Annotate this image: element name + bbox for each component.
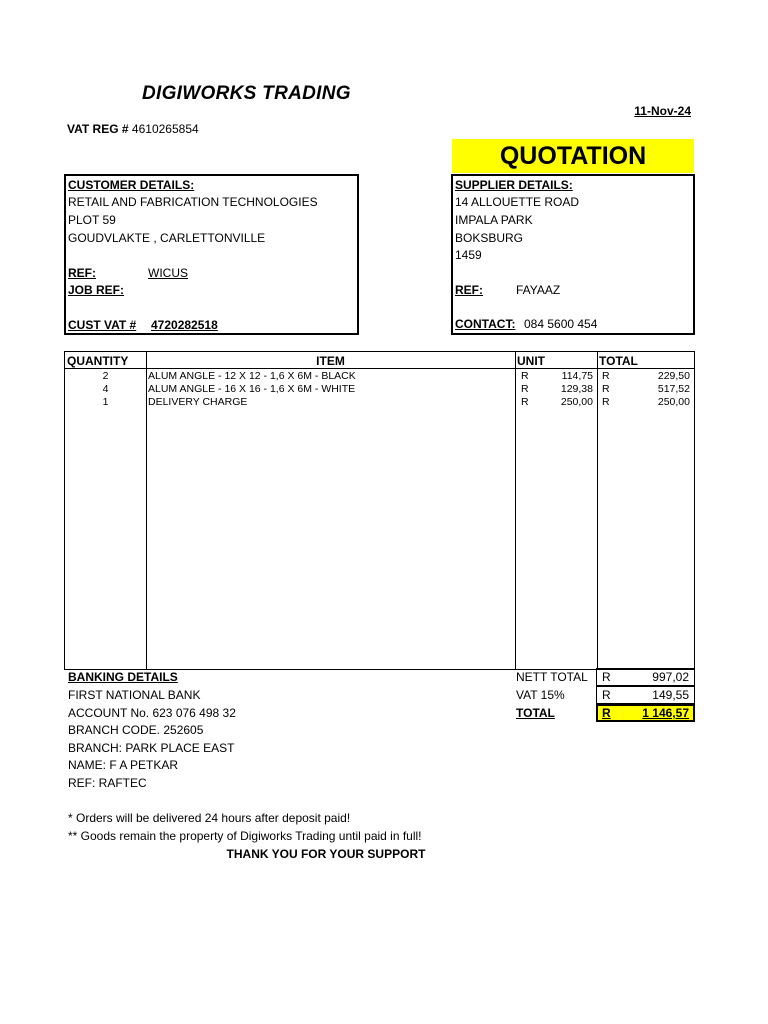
- header-total: TOTAL: [599, 354, 638, 368]
- vat-registration: [67, 122, 199, 136]
- header-item: ITEM: [316, 354, 345, 368]
- row-item: ALUM ANGLE - 12 X 12 - 1,6 X 6M - BLACK: [148, 370, 356, 382]
- grand-total-currency: R: [602, 706, 611, 720]
- vat-box: [596, 686, 695, 704]
- contact-value: 084 5600 454: [524, 317, 598, 331]
- row-quantity: 2: [102, 370, 109, 382]
- nett-total-currency: R: [602, 670, 611, 684]
- row-total: 250,00: [657, 396, 690, 408]
- supplier-details-box: [451, 174, 695, 335]
- account-holder: NAME: F A PETKAR: [68, 758, 179, 772]
- column-divider: [597, 352, 598, 669]
- bank-name: FIRST NATIONAL BANK: [68, 688, 201, 702]
- row-total: 229,50: [657, 370, 690, 382]
- banking-heading: BANKING DETAILS: [68, 670, 178, 684]
- vat-reg-label: VAT REG #: [67, 122, 129, 136]
- document-title: QUOTATION: [499, 142, 647, 170]
- branch-code: BRANCH CODE. 252605: [68, 723, 204, 737]
- customer-address-2: GOUDVLAKTE , CARLETTONVILLE: [68, 231, 266, 245]
- customer-name: RETAIL AND FABRICATION TECHNOLOGIES: [68, 195, 318, 209]
- company-name: DIGIWORKS TRADING: [142, 83, 351, 104]
- cust-vat-value: 4720282518: [151, 318, 218, 332]
- customer-address-1: PLOT 59: [68, 213, 116, 227]
- delivery-note: * Orders will be delivered 24 hours after deposit paid!: [68, 811, 351, 825]
- row-unit-currency: R: [521, 370, 529, 382]
- supplier-address-3: BOKSBURG: [455, 231, 524, 245]
- customer-ref-value: WICUS: [148, 266, 188, 280]
- supplier-heading: SUPPLIER DETAILS:: [455, 178, 573, 192]
- vat-currency: R: [602, 688, 611, 702]
- header-quantity: QUANTITY: [67, 354, 129, 368]
- row-total-currency: R: [602, 383, 610, 395]
- ownership-note: ** Goods remain the property of Digiworks Trading until paid in full!: [68, 829, 422, 843]
- thank-you-message: THANK YOU FOR YOUR SUPPORT: [226, 847, 426, 861]
- customer-heading: CUSTOMER DETAILS:: [68, 178, 195, 192]
- row-unit-price: 250,00: [560, 396, 593, 408]
- row-total: 517,52: [657, 383, 690, 395]
- row-item: ALUM ANGLE - 16 X 16 - 1,6 X 6M - WHITE: [148, 383, 356, 395]
- vat-value: 149,55: [652, 688, 689, 702]
- nett-total-value: 997,02: [652, 670, 689, 684]
- nett-total-label: NETT TOTAL: [516, 670, 588, 684]
- customer-details-box: [64, 174, 359, 335]
- vat-reg-number: 4610265854: [131, 122, 199, 136]
- quote-date: 11-Nov-24: [634, 104, 691, 118]
- grand-total-box: [596, 704, 695, 722]
- header-rule: [65, 368, 694, 369]
- row-total-currency: R: [602, 396, 610, 408]
- row-unit-price: 114,75: [561, 370, 593, 382]
- grand-total-label: TOTAL: [516, 706, 555, 720]
- banking-ref: REF: RAFTEC: [68, 776, 147, 790]
- row-unit-currency: R: [521, 383, 529, 395]
- nett-total-box: [596, 668, 695, 686]
- vat-label: VAT 15%: [516, 688, 565, 702]
- items-table: [64, 351, 695, 670]
- row-quantity: 4: [102, 383, 109, 395]
- row-total-currency: R: [602, 370, 610, 382]
- supplier-address-1: 14 ALLOUETTE ROAD: [455, 195, 580, 209]
- supplier-ref-value: FAYAAZ: [516, 283, 561, 297]
- job-ref-label: JOB REF:: [68, 283, 125, 297]
- account-number: ACCOUNT No. 623 076 498 32: [68, 706, 236, 720]
- grand-total-value: 1 146,57: [642, 706, 689, 720]
- row-item: DELIVERY CHARGE: [148, 396, 248, 408]
- column-divider: [146, 352, 147, 669]
- header-unit: UNIT: [517, 354, 545, 368]
- row-quantity: 1: [102, 396, 109, 408]
- supplier-postal-code: 1459: [455, 248, 482, 262]
- branch-name: BRANCH: PARK PLACE EAST: [68, 741, 235, 755]
- contact-label: CONTACT:: [455, 317, 516, 331]
- cust-vat-label: CUST VAT #: [68, 318, 137, 332]
- quotation-banner: [452, 139, 694, 173]
- row-unit-currency: R: [521, 396, 529, 408]
- supplier-ref-label: REF:: [455, 283, 483, 297]
- row-unit-price: 129,38: [560, 383, 593, 395]
- column-divider: [515, 352, 516, 669]
- customer-ref-label: REF:: [68, 266, 96, 280]
- supplier-address-2: IMPALA PARK: [455, 213, 533, 227]
